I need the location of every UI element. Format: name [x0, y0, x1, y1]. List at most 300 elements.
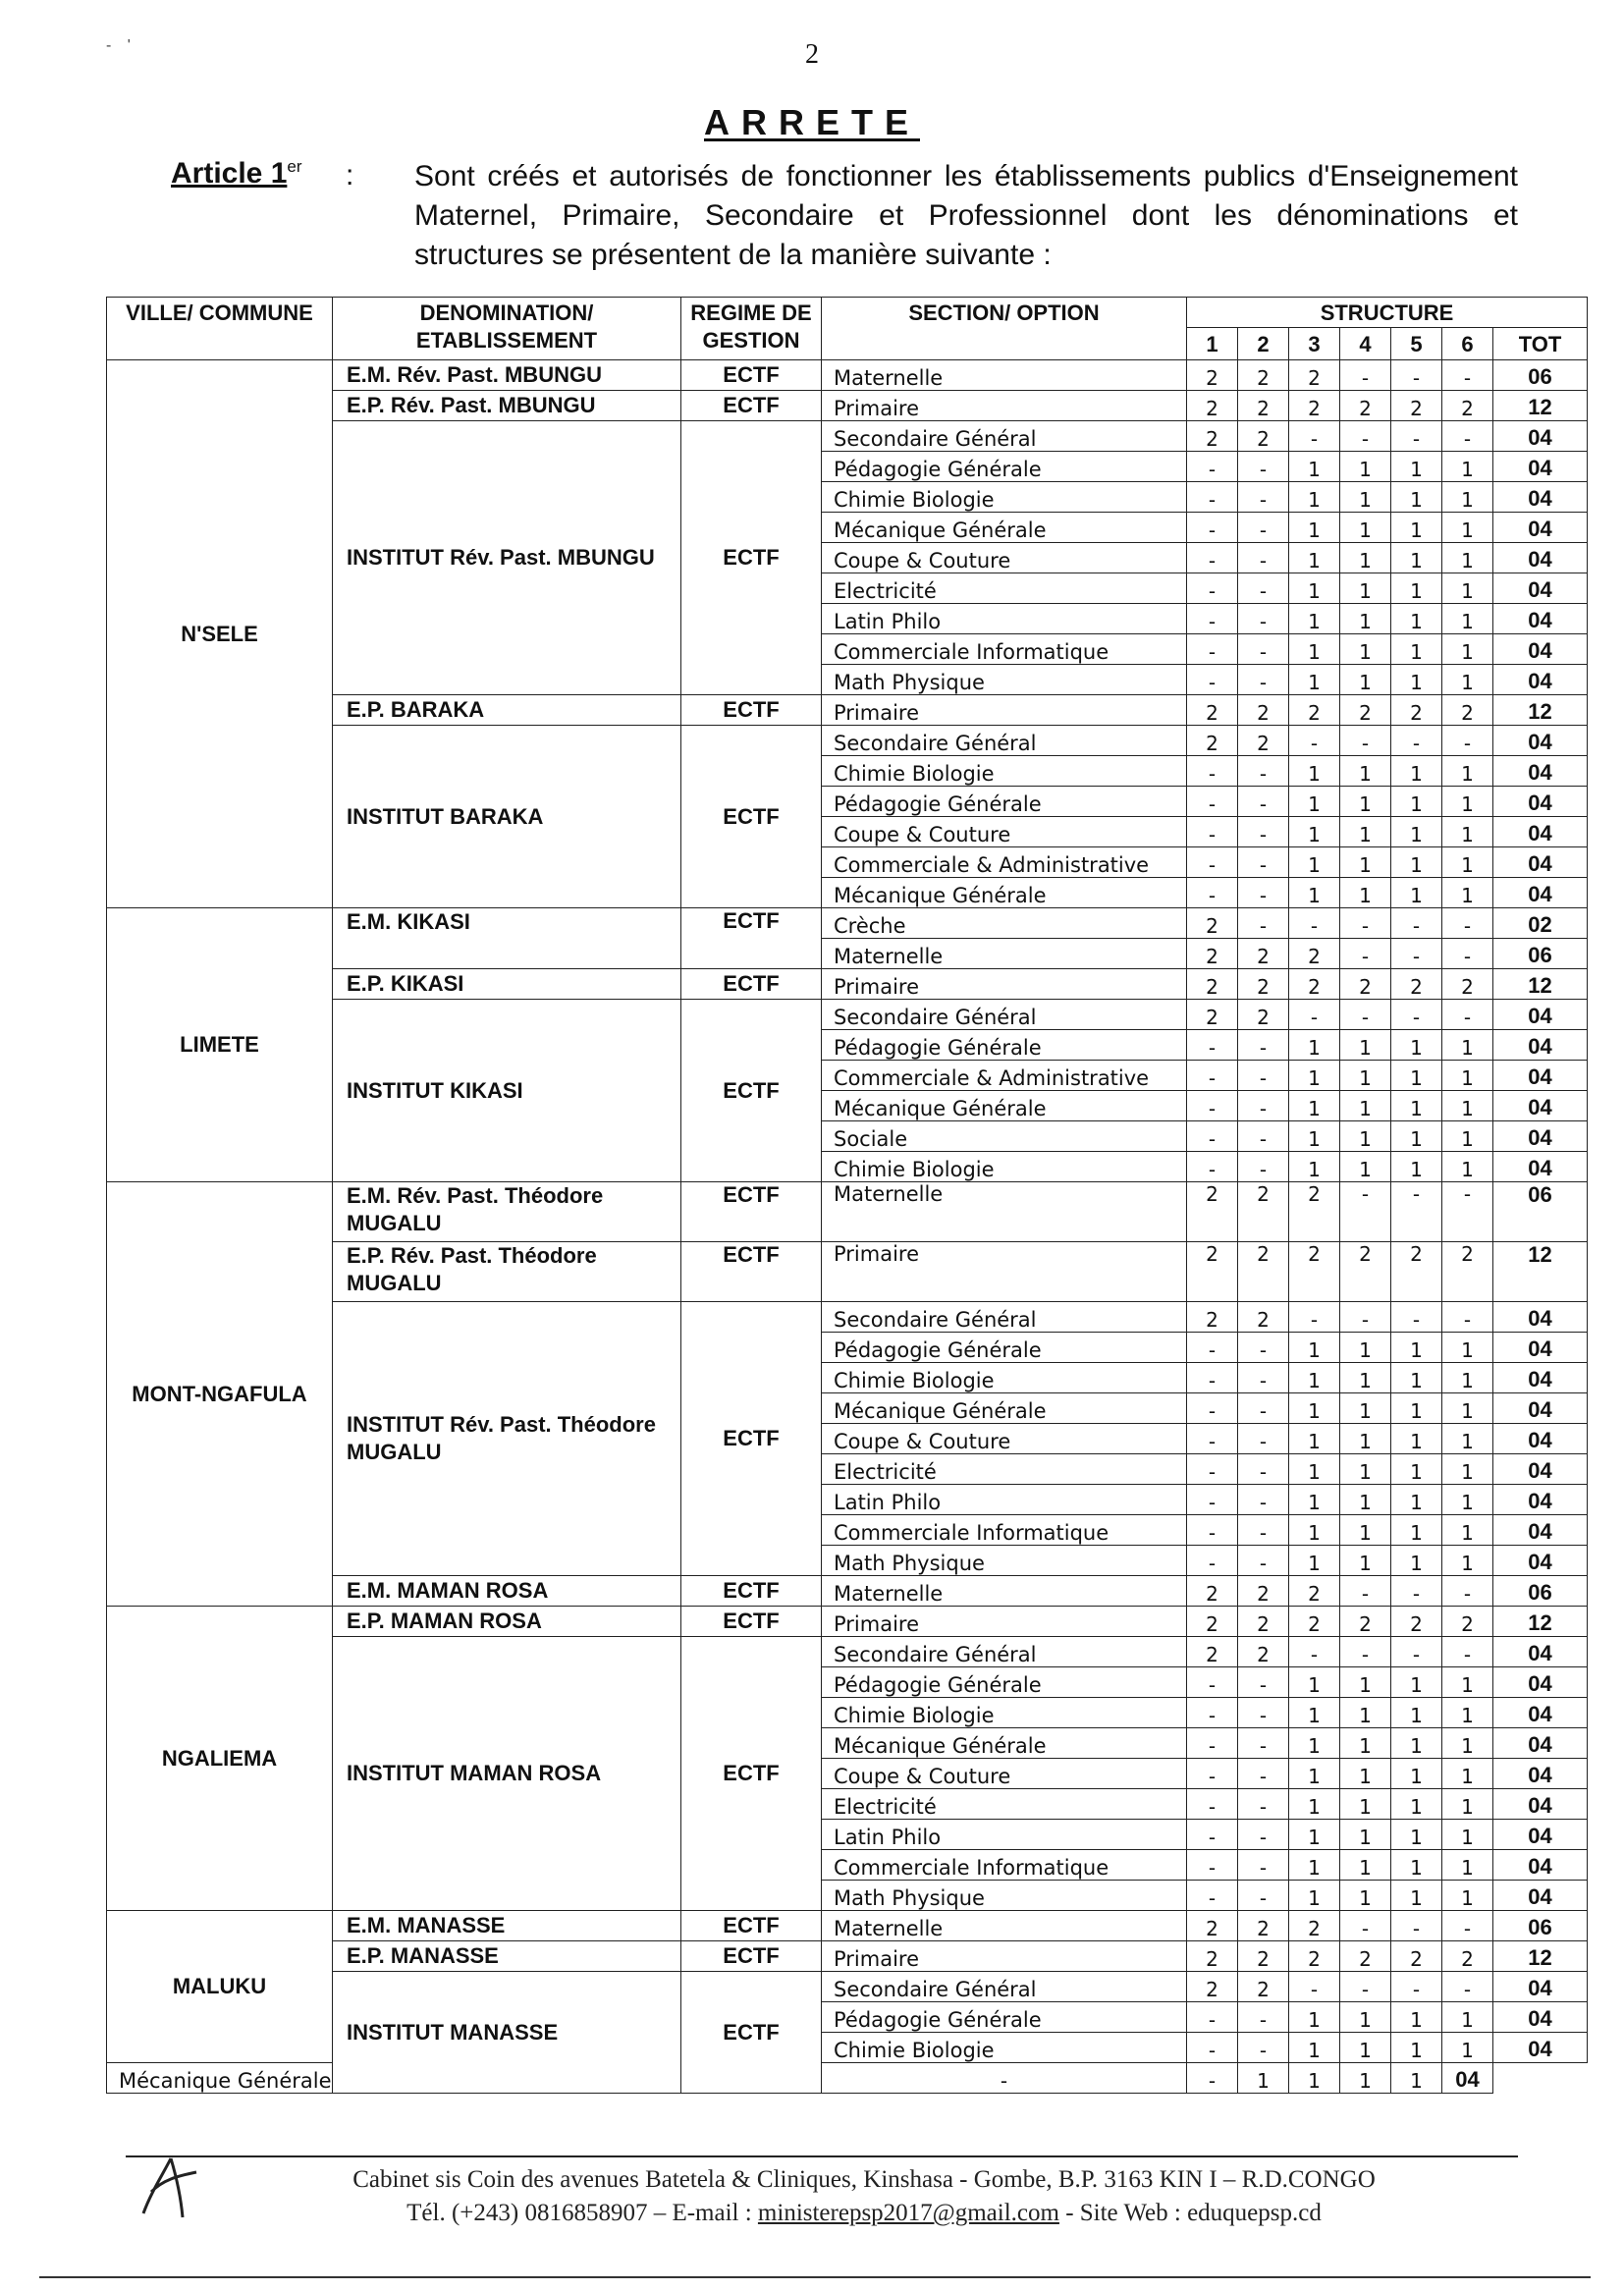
- structure-cell: 2: [1289, 1242, 1340, 1302]
- establishment-name: E.M. Rév. Past. Théodore MUGALU: [333, 1182, 681, 1242]
- structure-cell: -: [1238, 452, 1289, 482]
- structure-cell: -: [1391, 421, 1442, 452]
- structure-cell: -: [1289, 1302, 1340, 1333]
- structure-cell: 1: [1289, 604, 1340, 634]
- option-cell: Primaire: [822, 391, 1187, 421]
- footer-email-link[interactable]: ministerepsp2017@gmail.com: [757, 2200, 1059, 2226]
- total-cell: 04: [1493, 1424, 1588, 1454]
- structure-cell: 1: [1391, 604, 1442, 634]
- structure-cell: 1: [1391, 787, 1442, 817]
- structure-cell: -: [1442, 939, 1493, 969]
- ville-cell: N'SELE: [107, 360, 333, 908]
- structure-cell: 2: [1238, 1182, 1289, 1242]
- structure-cell: 1: [1289, 847, 1340, 878]
- structure-cell: 2: [1340, 391, 1391, 421]
- structure-cell: 1: [1442, 573, 1493, 604]
- structure-cell: -: [1238, 1728, 1289, 1759]
- structure-cell: 1: [1289, 756, 1340, 787]
- article-label: [171, 157, 302, 191]
- structure-cell: -: [1187, 2033, 1238, 2063]
- ville-cell: LIMETE: [107, 908, 333, 1182]
- structure-cell: -: [1187, 634, 1238, 665]
- structure-cell: -: [1442, 1972, 1493, 2002]
- structure-cell: -: [1187, 1546, 1238, 1576]
- total-cell: 04: [1493, 1667, 1588, 1698]
- structure-cell: -: [1187, 1333, 1238, 1363]
- structure-cell: -: [1187, 1698, 1238, 1728]
- bottom-rule: [39, 2276, 1591, 2278]
- structure-cell: 1: [1340, 2002, 1391, 2033]
- structure-cell: -: [1442, 1911, 1493, 1941]
- structure-cell: 1: [1340, 1393, 1391, 1424]
- structure-cell: 2: [1238, 1607, 1289, 1637]
- structure-cell: 1: [1391, 452, 1442, 482]
- structure-cell: 1: [1442, 1789, 1493, 1820]
- structure-cell: 2: [1442, 391, 1493, 421]
- regime-cell: ECTF: [681, 360, 822, 391]
- total-cell: 06: [1493, 360, 1588, 391]
- structure-cell: 1: [1340, 573, 1391, 604]
- establishment-name: INSTITUT Rév. Past. Théodore MUGALU: [333, 1302, 681, 1576]
- structure-cell: -: [1340, 1302, 1391, 1333]
- structure-cell: 1: [1442, 1393, 1493, 1424]
- structure-cell: -: [1187, 573, 1238, 604]
- regime-cell: ECTF: [681, 1576, 822, 1607]
- structure-cell: -: [1340, 360, 1391, 391]
- regime-cell: ECTF: [681, 1637, 822, 1911]
- structure-cell: 1: [1289, 878, 1340, 908]
- structure-cell: 2: [1289, 939, 1340, 969]
- establishment-name: INSTITUT MAMAN ROSA: [333, 1637, 681, 1911]
- total-cell: 04: [1493, 573, 1588, 604]
- header-col-1: 1: [1187, 328, 1238, 360]
- regime-cell: ECTF: [681, 1911, 822, 1941]
- structure-cell: 1: [1340, 1363, 1391, 1393]
- option-cell: Coupe & Couture: [822, 1424, 1187, 1454]
- structure-cell: 1: [1340, 787, 1391, 817]
- structure-cell: 1: [1289, 1121, 1340, 1152]
- structure-cell: 1: [1391, 1393, 1442, 1424]
- structure-cell: 1: [1442, 1152, 1493, 1182]
- structure-cell: 1: [1391, 1881, 1442, 1911]
- structure-cell: 1: [1340, 1820, 1391, 1850]
- total-cell: 04: [1493, 604, 1588, 634]
- structure-cell: -: [1238, 665, 1289, 695]
- total-cell: 06: [1493, 1182, 1588, 1242]
- structure-cell: 1: [1340, 482, 1391, 513]
- option-cell: Maternelle: [822, 1182, 1187, 1242]
- header-col-3: 3: [1289, 328, 1340, 360]
- structure-cell: -: [1187, 1485, 1238, 1515]
- structure-cell: 1: [1391, 2063, 1442, 2094]
- structure-cell: 1: [1391, 1850, 1442, 1881]
- structure-cell: 1: [1340, 665, 1391, 695]
- footer-web: - Site Web : eduquepsp.cd: [1058, 2200, 1322, 2226]
- structure-cell: -: [1238, 787, 1289, 817]
- structure-cell: -: [822, 2063, 1187, 2094]
- structure-cell: -: [1187, 1152, 1238, 1182]
- structure-cell: -: [1238, 482, 1289, 513]
- structure-cell: 1: [1442, 756, 1493, 787]
- option-cell: Math Physique: [822, 1881, 1187, 1911]
- table-row: [107, 908, 1588, 939]
- structure-cell: 1: [1340, 756, 1391, 787]
- structure-cell: 2: [1238, 695, 1289, 726]
- structure-cell: 1: [1340, 1515, 1391, 1546]
- structure-cell: 1: [1340, 452, 1391, 482]
- structure-cell: 1: [1340, 1728, 1391, 1759]
- total-cell: 04: [1493, 1061, 1588, 1091]
- structure-cell: 2: [1442, 969, 1493, 1000]
- structure-cell: -: [1238, 1393, 1289, 1424]
- structure-cell: -: [1238, 634, 1289, 665]
- structure-cell: -: [1442, 1182, 1493, 1242]
- structure-cell: 1: [1442, 1333, 1493, 1363]
- structure-cell: 1: [1289, 1881, 1340, 1911]
- header-denomination: DENOMINATION/ ETABLISSEMENT: [333, 298, 681, 360]
- structure-cell: 2: [1187, 1637, 1238, 1667]
- structure-cell: -: [1340, 421, 1391, 452]
- total-cell: 12: [1493, 1941, 1588, 1972]
- structure-cell: -: [1187, 756, 1238, 787]
- structure-cell: 1: [1289, 2033, 1340, 2063]
- option-cell: Secondaire Général: [822, 1637, 1187, 1667]
- structure-cell: -: [1442, 726, 1493, 756]
- option-cell: Pédagogie Générale: [822, 1030, 1187, 1061]
- structure-cell: -: [1187, 1667, 1238, 1698]
- total-cell: 12: [1493, 1242, 1588, 1302]
- structure-cell: 1: [1340, 1485, 1391, 1515]
- establishment-name: INSTITUT Rév. Past. MBUNGU: [333, 421, 681, 695]
- structure-cell: 1: [1289, 1515, 1340, 1546]
- article-colon: :: [346, 159, 354, 191]
- structure-cell: 2: [1187, 695, 1238, 726]
- structure-cell: 2: [1238, 726, 1289, 756]
- structure-cell: 1: [1442, 1061, 1493, 1091]
- structure-cell: 1: [1340, 513, 1391, 543]
- structure-cell: 1: [1340, 847, 1391, 878]
- structure-cell: -: [1238, 817, 1289, 847]
- structure-cell: 2: [1391, 1242, 1442, 1302]
- structure-cell: 1: [1442, 1667, 1493, 1698]
- structure-cell: -: [1238, 604, 1289, 634]
- structure-cell: -: [1340, 1911, 1391, 1941]
- structure-cell: 1: [1391, 1333, 1442, 1363]
- regime-cell: ECTF: [681, 391, 822, 421]
- structure-cell: -: [1187, 1515, 1238, 1546]
- article-label-sup: er: [287, 157, 302, 176]
- structure-cell: -: [1187, 847, 1238, 878]
- establishment-name: INSTITUT MANASSE: [333, 1972, 681, 2094]
- structure-cell: 1: [1391, 1698, 1442, 1728]
- total-cell: 04: [1493, 1030, 1588, 1061]
- structure-cell: -: [1187, 1424, 1238, 1454]
- regime-cell: ECTF: [681, 695, 822, 726]
- establishment-name: E.P. Rév. Past. MBUNGU: [333, 391, 681, 421]
- structure-cell: 1: [1391, 1061, 1442, 1091]
- structure-cell: 1: [1340, 1454, 1391, 1485]
- establishment-name: E.P. BARAKA: [333, 695, 681, 726]
- total-cell: 04: [1493, 1789, 1588, 1820]
- table-row: [107, 2063, 1588, 2094]
- structure-cell: -: [1187, 665, 1238, 695]
- structure-cell: 1: [1289, 1454, 1340, 1485]
- structure-cell: -: [1391, 1302, 1442, 1333]
- option-cell: Chimie Biologie: [822, 482, 1187, 513]
- total-cell: 04: [1493, 1820, 1588, 1850]
- structure-cell: 2: [1187, 1182, 1238, 1242]
- structure-cell: 1: [1289, 1850, 1340, 1881]
- structure-cell: 2: [1187, 1000, 1238, 1030]
- structure-cell: 1: [1391, 513, 1442, 543]
- structure-cell: -: [1340, 1182, 1391, 1242]
- structure-cell: -: [1442, 908, 1493, 939]
- header-regime: REGIME DE GESTION: [681, 298, 822, 360]
- structure-cell: -: [1391, 1576, 1442, 1607]
- structure-cell: 2: [1187, 1941, 1238, 1972]
- structure-cell: -: [1238, 1667, 1289, 1698]
- table-row: [107, 360, 1588, 391]
- structure-cell: 1: [1289, 1820, 1340, 1850]
- structure-cell: -: [1340, 1576, 1391, 1607]
- structure-cell: 1: [1442, 452, 1493, 482]
- structure-cell: 1: [1442, 543, 1493, 573]
- structure-cell: 1: [1340, 604, 1391, 634]
- total-cell: 04: [1493, 756, 1588, 787]
- structure-cell: 1: [1391, 1030, 1442, 1061]
- structure-cell: 1: [1391, 878, 1442, 908]
- structure-cell: -: [1238, 847, 1289, 878]
- establishment-name: E.P. MAMAN ROSA: [333, 1607, 681, 1637]
- structure-cell: -: [1187, 817, 1238, 847]
- table-body: [107, 360, 1588, 2094]
- option-cell: Primaire: [822, 1607, 1187, 1637]
- regime-cell: ECTF: [681, 969, 822, 1000]
- structure-cell: 1: [1391, 847, 1442, 878]
- structure-cell: 1: [1391, 2033, 1442, 2063]
- header-structure: STRUCTURE: [1187, 298, 1588, 328]
- regime-cell: ECTF: [681, 1242, 822, 1302]
- structure-cell: 1: [1340, 878, 1391, 908]
- option-cell: Mécanique Générale: [107, 2063, 333, 2094]
- structure-cell: 1: [1340, 1759, 1391, 1789]
- structure-cell: -: [1187, 513, 1238, 543]
- regime-cell: ECTF: [681, 1607, 822, 1637]
- structure-cell: -: [1289, 1637, 1340, 1667]
- structure-cell: -: [1187, 604, 1238, 634]
- structure-cell: 1: [1289, 1333, 1340, 1363]
- total-cell: 04: [1493, 2033, 1588, 2063]
- header-col-4: 4: [1340, 328, 1391, 360]
- structure-cell: 2: [1340, 969, 1391, 1000]
- structure-cell: -: [1187, 452, 1238, 482]
- structure-cell: 2: [1289, 1576, 1340, 1607]
- structure-cell: -: [1238, 1091, 1289, 1121]
- structure-cell: 1: [1289, 1030, 1340, 1061]
- structure-cell: -: [1238, 1698, 1289, 1728]
- structure-cell: 1: [1340, 1333, 1391, 1363]
- structure-cell: 1: [1289, 513, 1340, 543]
- option-cell: Secondaire Général: [822, 1000, 1187, 1030]
- structure-cell: 1: [1289, 573, 1340, 604]
- total-cell: 06: [1493, 1576, 1588, 1607]
- option-cell: Pédagogie Générale: [822, 1333, 1187, 1363]
- total-cell: 04: [1493, 513, 1588, 543]
- total-cell: 04: [1493, 543, 1588, 573]
- structure-cell: -: [1238, 1454, 1289, 1485]
- structure-cell: 1: [1391, 817, 1442, 847]
- structure-cell: 1: [1442, 1698, 1493, 1728]
- option-cell: Pédagogie Générale: [822, 787, 1187, 817]
- structure-cell: 1: [1391, 1121, 1442, 1152]
- structure-cell: -: [1391, 939, 1442, 969]
- structure-cell: -: [1187, 1061, 1238, 1091]
- total-cell: 04: [1493, 2002, 1588, 2033]
- structure-cell: 1: [1340, 1881, 1391, 1911]
- footer-address: Cabinet sis Coin des avenues Batetela & Cliniques, Kinshasa - Gombe, B.P. 3163 KIN I – R.D.CONGO: [352, 2166, 1376, 2193]
- document-title: [0, 102, 1624, 143]
- total-cell: 12: [1493, 391, 1588, 421]
- header-ville: VILLE/ COMMUNE: [107, 298, 333, 360]
- structure-cell: -: [1238, 1820, 1289, 1850]
- total-cell: 12: [1493, 969, 1588, 1000]
- structure-cell: 2: [1391, 695, 1442, 726]
- structure-cell: 1: [1289, 2002, 1340, 2033]
- structure-cell: 1: [1289, 817, 1340, 847]
- structure-cell: 1: [1391, 1363, 1442, 1393]
- structure-cell: 1: [1442, 847, 1493, 878]
- structure-cell: 2: [1187, 908, 1238, 939]
- structure-cell: -: [1391, 360, 1442, 391]
- total-cell: 02: [1493, 908, 1588, 939]
- total-cell: 04: [1493, 1850, 1588, 1881]
- total-cell: 04: [1493, 421, 1588, 452]
- structure-cell: 1: [1391, 573, 1442, 604]
- structure-cell: 2: [1187, 1911, 1238, 1941]
- structure-cell: -: [1187, 1091, 1238, 1121]
- structure-cell: 1: [1340, 1424, 1391, 1454]
- structure-cell: 1: [1391, 1515, 1442, 1546]
- regime-cell: ECTF: [681, 1000, 822, 1182]
- structure-cell: -: [1187, 787, 1238, 817]
- structure-cell: 2: [1187, 1972, 1238, 2002]
- option-cell: Pédagogie Générale: [822, 1667, 1187, 1698]
- structure-cell: 1: [1289, 1789, 1340, 1820]
- structure-cell: 1: [1391, 1759, 1442, 1789]
- structure-cell: 2: [1187, 421, 1238, 452]
- structure-cell: 1: [1442, 878, 1493, 908]
- structure-cell: -: [1289, 1000, 1340, 1030]
- structure-cell: -: [1187, 1850, 1238, 1881]
- structure-cell: 1: [1238, 2063, 1289, 2094]
- regime-cell: ECTF: [681, 1302, 822, 1576]
- structure-cell: -: [1187, 1728, 1238, 1759]
- structure-cell: -: [1442, 1576, 1493, 1607]
- structure-cell: 1: [1442, 1546, 1493, 1576]
- structure-cell: 1: [1442, 634, 1493, 665]
- structure-cell: 1: [1289, 665, 1340, 695]
- footer-rule: [126, 2155, 1518, 2157]
- option-cell: Primaire: [822, 1941, 1187, 1972]
- total-cell: 04: [1493, 1393, 1588, 1424]
- structure-cell: -: [1238, 1333, 1289, 1363]
- structure-cell: -: [1391, 1637, 1442, 1667]
- establishments-table: [106, 297, 1588, 2094]
- structure-cell: 1: [1442, 1030, 1493, 1061]
- total-cell: 04: [1493, 1485, 1588, 1515]
- structure-cell: -: [1340, 939, 1391, 969]
- structure-cell: -: [1238, 573, 1289, 604]
- structure-cell: 1: [1340, 1091, 1391, 1121]
- structure-cell: 1: [1442, 604, 1493, 634]
- structure-cell: 1: [1289, 1152, 1340, 1182]
- structure-cell: 1: [1391, 665, 1442, 695]
- structure-cell: 2: [1340, 1941, 1391, 1972]
- total-cell: 04: [1493, 1728, 1588, 1759]
- total-cell: 04: [1493, 1152, 1588, 1182]
- structure-cell: 1: [1289, 1698, 1340, 1728]
- structure-cell: 1: [1289, 452, 1340, 482]
- total-cell: 04: [1493, 1363, 1588, 1393]
- regime-cell: ECTF: [681, 1972, 822, 2094]
- total-cell: 12: [1493, 695, 1588, 726]
- option-cell: Commerciale & Administrative: [822, 847, 1187, 878]
- header-tot: TOT: [1493, 328, 1588, 360]
- structure-cell: 1: [1391, 1728, 1442, 1759]
- total-cell: 04: [1493, 1515, 1588, 1546]
- structure-cell: 2: [1289, 360, 1340, 391]
- structure-cell: 1: [1442, 1121, 1493, 1152]
- structure-cell: 1: [1289, 634, 1340, 665]
- table-row: [107, 1911, 1588, 1941]
- regime-cell: ECTF: [681, 1182, 822, 1242]
- structure-cell: -: [1289, 1972, 1340, 2002]
- structure-cell: 1: [1391, 634, 1442, 665]
- structure-cell: 1: [1289, 1485, 1340, 1515]
- total-cell: 04: [1493, 1302, 1588, 1333]
- total-cell: 04: [1493, 1333, 1588, 1363]
- option-cell: Maternelle: [822, 1576, 1187, 1607]
- structure-cell: 2: [1289, 391, 1340, 421]
- structure-cell: 1: [1289, 1728, 1340, 1759]
- structure-cell: 1: [1340, 1850, 1391, 1881]
- structure-cell: 2: [1442, 1242, 1493, 1302]
- structure-cell: -: [1238, 756, 1289, 787]
- structure-cell: 1: [1442, 1759, 1493, 1789]
- option-cell: Coupe & Couture: [822, 1759, 1187, 1789]
- option-cell: Electricité: [822, 1789, 1187, 1820]
- structure-cell: 1: [1442, 1881, 1493, 1911]
- structure-cell: 1: [1442, 1515, 1493, 1546]
- structure-cell: 2: [1238, 969, 1289, 1000]
- structure-cell: 1: [1391, 1667, 1442, 1698]
- option-cell: Chimie Biologie: [822, 756, 1187, 787]
- ville-cell: MONT-NGAFULA: [107, 1182, 333, 1607]
- structure-cell: -: [1442, 1302, 1493, 1333]
- structure-cell: 1: [1391, 1789, 1442, 1820]
- structure-cell: 1: [1391, 1152, 1442, 1182]
- structure-cell: -: [1391, 1000, 1442, 1030]
- option-cell: Mécanique Générale: [822, 878, 1187, 908]
- option-cell: Chimie Biologie: [822, 1152, 1187, 1182]
- total-cell: 12: [1493, 1607, 1588, 1637]
- structure-cell: 2: [1238, 1242, 1289, 1302]
- header-col-6: 6: [1442, 328, 1493, 360]
- structure-cell: 1: [1391, 1454, 1442, 1485]
- total-cell: 04: [1493, 1759, 1588, 1789]
- total-cell: 04: [1493, 726, 1588, 756]
- establishment-name: E.M. KIKASI: [333, 908, 681, 969]
